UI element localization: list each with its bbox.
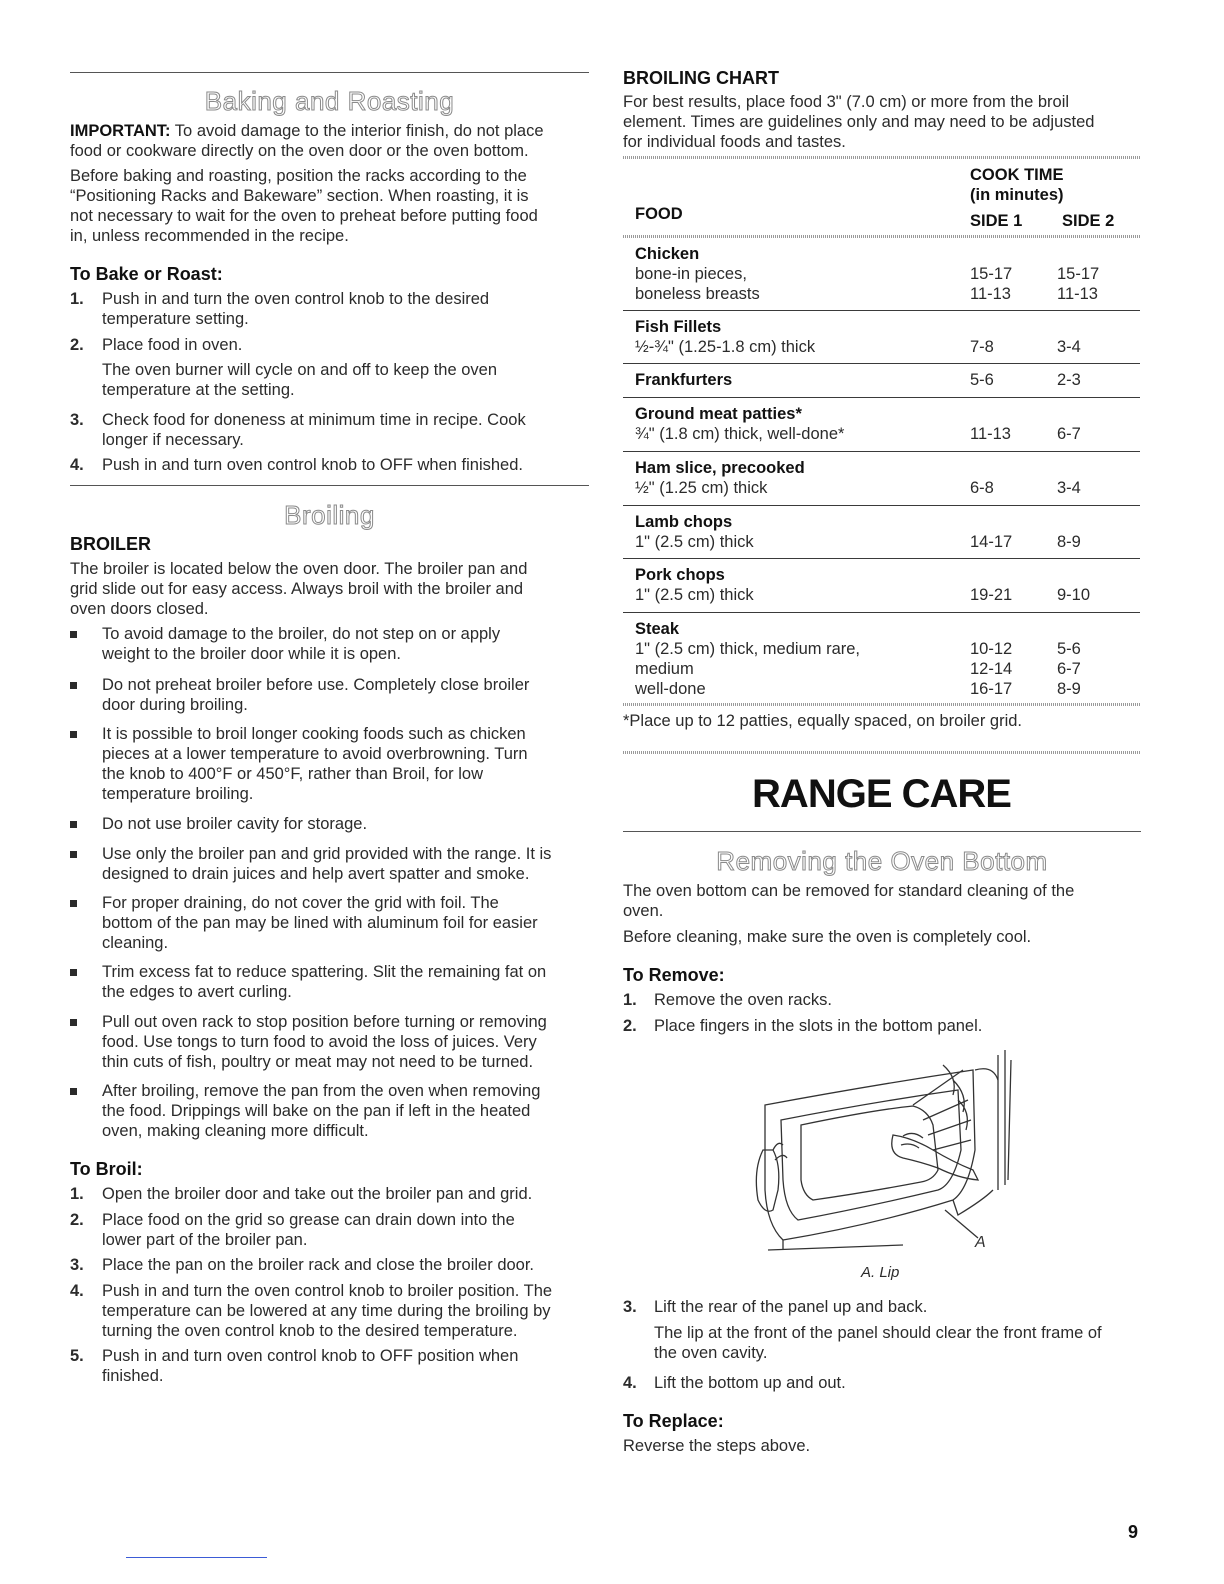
row-item: well-done 16-17 8-9 [635,680,1081,698]
text-line: for individual foods and tastes. [623,133,846,151]
col-side1: SIDE 1 [970,212,1023,230]
step-text: Lift the bottom up and out. [654,1374,846,1392]
text-line: element. Times are guidelines only and may need to be adjusted [623,113,1095,131]
removing-oven-bottom-title: Removing the Oven Bottom [716,846,1048,876]
footer-link-underline [126,1557,267,1558]
bullet-icon [70,900,77,907]
bullet-text: Do not use broiler cavity for storage. [102,815,368,833]
row-item: ½" (1.25 cm) thick 6-8 3-4 [635,479,1081,497]
bullet-icon [70,1019,77,1026]
step-text: Push in and turn the oven control knob to the desired temperature setting. [102,290,490,328]
table-row [635,619,1140,699]
baking-title: Baking and Roasting [204,86,455,116]
side2-value: 2-3 [1057,371,1081,389]
bullet-icon [70,1088,77,1095]
to-bake-heading: To Bake or Roast: [70,264,223,284]
col-food: FOOD [635,205,683,223]
step-number: 2. [70,1211,84,1229]
step-number: 2. [623,1017,637,1035]
step-number: 3. [70,411,84,429]
to-replace-heading: To Replace: [623,1411,724,1431]
step-text: Check food for doneness at minimum time in recipe. Cook longer if necessary. [102,411,526,449]
page-number: 9 [1128,1522,1139,1542]
food-name: Ground meat patties* [635,405,802,423]
row-divider [623,310,1140,311]
to-remove-heading: To Remove: [623,965,725,985]
bullet-icon [70,631,77,638]
col-in-minutes: (in minutes) [970,186,1064,204]
divider [70,485,589,486]
broiler-intro [70,559,590,619]
range-care-intro-2: Before cleaning, make sure the oven is completely cool. [623,928,1032,946]
step-number: 1. [70,1185,84,1203]
text-line: The broiler is located below the oven door. The broiler pan and [70,560,528,578]
bullet-icon [70,821,77,828]
food-name: Ham slice, precooked [635,459,805,477]
row-item: 1" (2.5 cm) thick 14-17 8-9 [635,533,1081,551]
food-name: Fish Fillets [635,318,722,336]
table-row [635,404,1140,444]
bullet-icon [70,682,77,689]
table-row [635,458,1140,498]
step-number: 5. [70,1347,84,1365]
range-care-title: RANGE CARE [752,772,1011,816]
step-text: Push in and turn oven control knob to OFF position when finished. [102,1347,519,1385]
row-divider [623,397,1140,398]
row-item: 1" (2.5 cm) thick 19-21 9-10 [635,586,1091,604]
bullet-icon [70,969,77,976]
bullet-text: Use only the broiler pan and grid provided with the range. It is designed to drain juices and help avert spatter and smoke. [102,845,552,883]
divider [70,72,589,73]
row-divider [623,558,1140,559]
step-text: Remove the oven racks. [654,991,832,1009]
step-note: The lip at the front of the panel should clear the front frame of the oven cavity. [654,1324,1102,1362]
food-name: Steak [635,620,680,638]
bullet-icon [70,851,77,858]
range-care-intro [623,881,1143,921]
food-name: Chicken [635,245,700,263]
step-text: Push in and turn oven control knob to OFF when finished. [102,456,523,474]
table-row [635,370,1140,390]
chart-intro [623,92,1143,152]
step-text: Place food on the grid so grease can drain down into the lower part of the broiler pan. [102,1211,515,1249]
oven-bottom-drawing [753,1050,1053,1260]
step-text: Lift the rear of the panel up and back. [654,1298,928,1316]
text-line: food or cookware directly on the oven door or the oven bottom. [70,142,529,160]
step-number: 3. [623,1298,637,1316]
step-number: 3. [70,1256,84,1274]
step-text: Open the broiler door and take out the broiler pan and grid. [102,1185,533,1203]
step-number: 4. [70,1282,84,1300]
bullet-text: Trim excess fat to reduce spattering. Slit the remaining fat on the edges to avert curling. [102,963,547,1001]
table-footnote: *Place up to 12 patties, equally spaced, on broiler grid. [623,712,1022,730]
figure-callout-a: A [975,1234,986,1251]
divider [623,831,1141,832]
table-header-rule [623,235,1140,238]
broiler-heading: BROILER [70,534,151,554]
bullet-text: After broiling, remove the pan from the oven when removing the food. Drippings will bake on the pan if left in the heated oven, making cleaning more difficult. [102,1082,541,1140]
step-number: 4. [623,1374,637,1392]
row-item: boneless breasts 11-13 11-13 [635,285,1098,303]
figure-caption: A. Lip [861,1264,900,1281]
col-side2: SIDE 2 [1062,212,1115,230]
bullet-text: Pull out oven rack to stop position before turning or removing food. Use tongs to turn food to avoid the loss of juices. Very thin cuts of fish, poultry or meat may not need to be turned. [102,1013,547,1071]
table-row [635,317,1140,357]
row-item: medium 12-14 6-7 [635,660,1081,678]
step-number: 4. [70,456,84,474]
text-line: Before baking and roasting, position the racks according to the [70,167,527,185]
bullet-text: For proper draining, do not cover the grid with foil. The bottom of the pan may be lined with aluminum foil for easier cleaning. [102,894,538,952]
col-cook-time: COOK TIME [970,166,1064,184]
row-divider [623,451,1140,452]
bullet-icon [70,731,77,738]
step-number: 1. [70,290,84,308]
baking-intro [70,166,590,246]
step-text: Push in and turn the oven control knob to broiler position. The temperature can be lowered at any time during the broiling by turning the oven control knob to the desired temperature. [102,1282,553,1340]
table-row [635,244,1140,304]
bullet-text: To avoid damage to the broiler, do not step on or apply weight to the broiler door while it is open. [102,625,501,663]
food-name: Frankfurters [635,371,733,389]
text-line: The oven bottom can be removed for standard cleaning of the [623,882,1075,900]
text-line: in, unless recommended in the recipe. [70,227,349,245]
table-bottom-rule [623,703,1140,706]
text-line: oven. [623,902,664,920]
to-broil-heading: To Broil: [70,1159,143,1179]
broiling-table [623,156,1143,706]
table-row [635,512,1140,552]
step-number: 2. [70,336,84,354]
row-item: bone-in pieces, 15-17 15-17 [635,265,1100,283]
row-divider [623,612,1140,613]
food-name: Pork chops [635,566,725,584]
row-item: ½-¾" (1.25-1.8 cm) thick 7-8 3-4 [635,338,1081,356]
text-line: To avoid damage to the interior finish, do not place [170,122,544,140]
table-top-rule [623,156,1140,159]
text-line: oven doors closed. [70,600,209,618]
step-text: Place food in oven. [102,336,243,354]
text-line: grid slide out for easy access. Always broil with the broiler and [70,580,524,598]
step-text: Place the pan on the broiler rack and close the broiler door. [102,1256,535,1274]
text-line: For best results, place food 3" (7.0 cm) or more from the broil [623,93,1070,111]
section-rule [623,751,1140,754]
broiling-chart-heading: BROILING CHART [623,68,779,88]
important-paragraph [70,121,590,161]
row-divider [623,363,1140,364]
text-line: “Positioning Racks and Bakeware” section. When roasting, it is [70,187,529,205]
food-name: Lamb chops [635,513,733,531]
text-line: not necessary to wait for the oven to preheat before putting food [70,207,538,225]
side1-value: 5-6 [970,371,994,389]
row-divider [623,505,1140,506]
to-replace-text: Reverse the steps above. [623,1437,811,1455]
broiling-title: Broiling [284,500,375,530]
bullet-text: It is possible to broil longer cooking foods such as chicken pieces at a lower temperature to avoid overbrowning. Turn the knob to 400°F or 450°F, rather than Broil, for low temperature broiling. [102,725,528,803]
step-text: Place fingers in the slots in the bottom panel. [654,1017,983,1035]
step-note: The oven burner will cycle on and off to keep the oven temperature at the setting. [102,361,498,399]
step-number: 1. [623,991,637,1009]
bullet-text: Do not preheat broiler before use. Completely close broiler door during broiling. [102,676,530,714]
row-item: ¾" (1.8 cm) thick, well-done* 11-13 6-7 [635,425,1081,443]
row-item: 1" (2.5 cm) thick, medium rare, 10-12 5-6 [635,640,1081,658]
table-row [635,565,1140,605]
important-label: IMPORTANT: [70,122,171,140]
oven-bottom-illustration [753,1050,1053,1260]
